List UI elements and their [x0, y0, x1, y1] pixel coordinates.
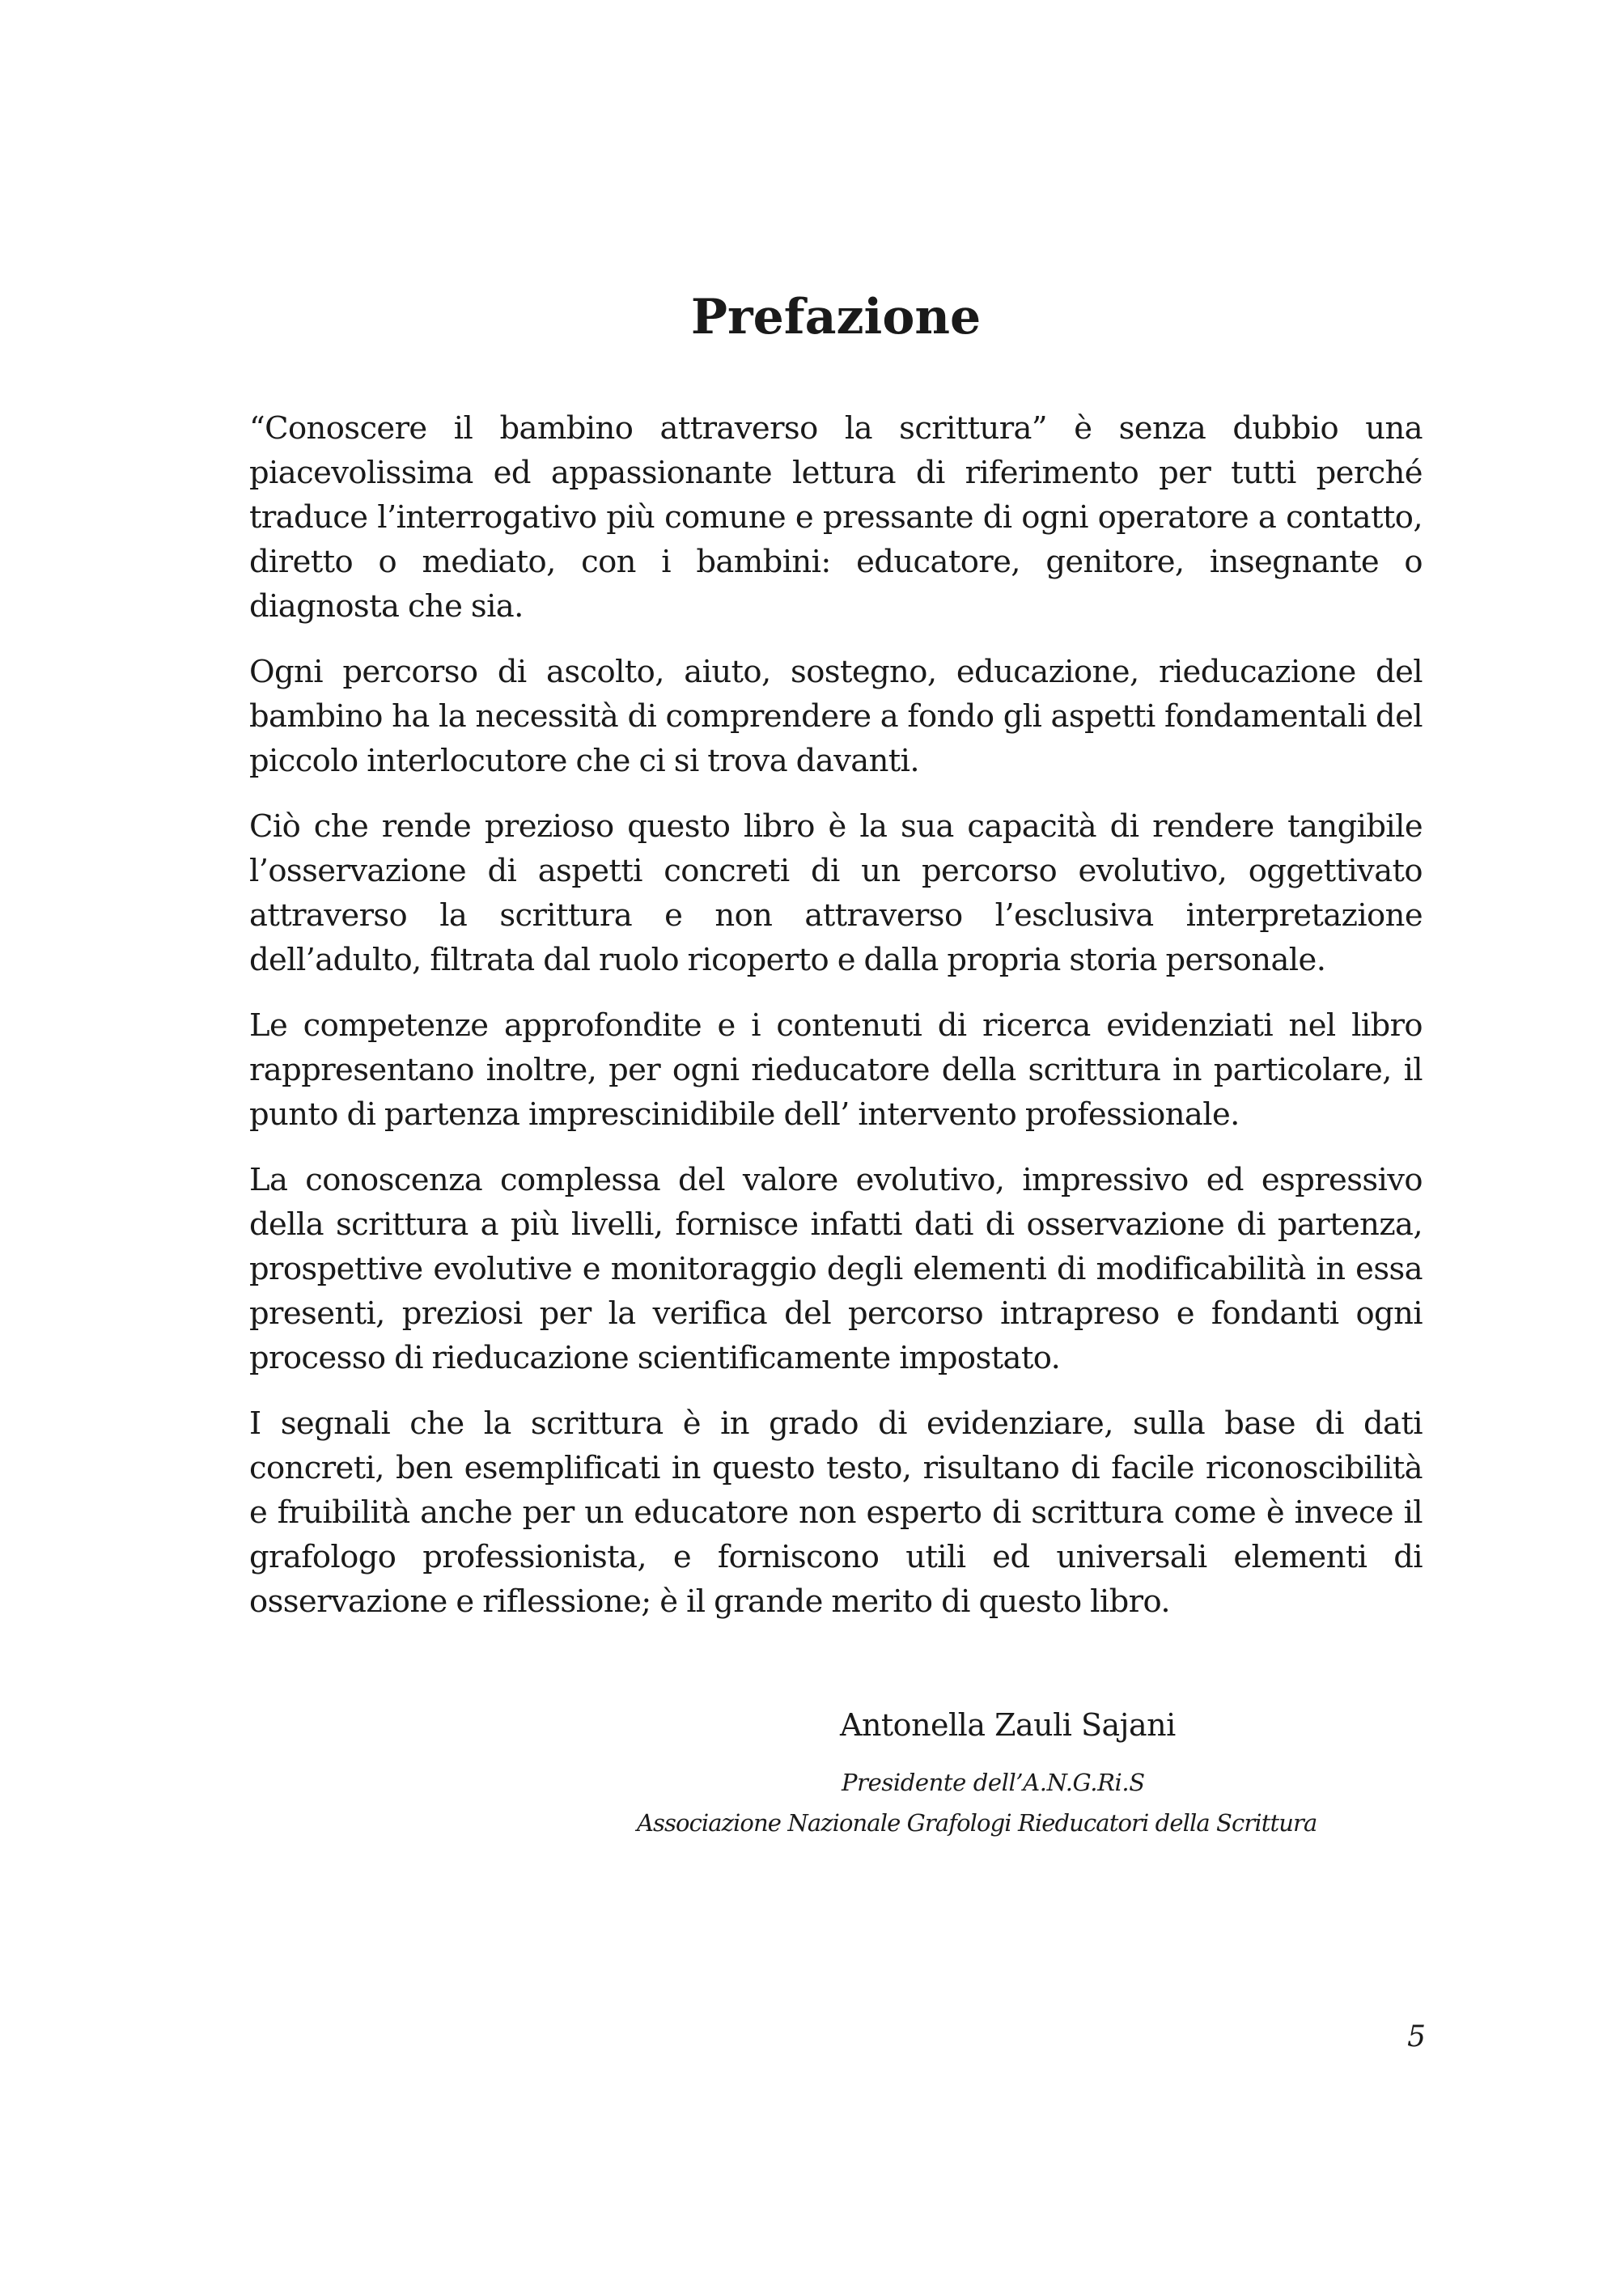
paragraph: La conoscenza complessa del valore evolutivo, impressivo ed espressivo della scrittura a più livelli, fornisce infatti dati di osservazione di partenza, prospettive evolutive e monitoraggio degli elementi di modificabilità in essa presenti, preziosi per la verifica del percorso intrapreso e fondanti ogni processo di rieducazione scientificamente impostato. [249, 1162, 1423, 1376]
author-organization: Associazione Nazionale Grafologi Rieducatori della Scrittura [637, 1809, 1317, 1837]
paragraph: I segnali che la scrittura è in grado di evidenziare, sulla base di dati concreti, ben esemplificati in questo testo, risultano di facile riconoscibilità e fruibilità anche per un educatore non esperto di scrittura come è invece il grafologo professionista, e forniscono utili ed universali elementi di osservazione e riflessione; è il grande merito di questo libro. [249, 1405, 1423, 1620]
paragraph: Ciò che rende prezioso questo libro è la sua capacità di rendere tangibile l’osservazione di aspetti concreti di un percorso evolutivo, oggettivato attraverso la scrittura e non attraverso l’esclusiva interpretazione dell’adulto, filtrata dal ruolo ricoperto e dalla propria storia personale. [249, 808, 1423, 978]
paragraph: “Conoscere il bambino attraverso la scrittura” è senza dubbio una piacevolissima ed appassionante lettura di riferimento per tutti perché traduce l’interrogativo più comune e pressante di ogni operatore a contatto, diretto o mediato, con i bambini: educatore, genitore, insegnante o diagnosta che sia. [249, 410, 1423, 625]
page-number: 5 [1407, 2020, 1426, 2054]
paragraph: Le competenze approfondite e i contenuti di ricerca evidenziati nel libro rappresentano inoltre, per ogni rieducatore della scrittura in particolare, il punto di partenza imprescinidibile dell’ intervento professionale. [249, 1007, 1423, 1133]
author-role: Presidente dell’A.N.G.Ri.S [842, 1769, 1145, 1796]
page-title: Prefazione [690, 289, 982, 345]
paragraph: Ogni percorso di ascolto, aiuto, sostegno, educazione, rieducazione del bambino ha la necessità di comprendere a fondo gli aspetti fondamentali del piccolo interlocutore che ci si trova davanti. [249, 654, 1423, 779]
preface-body [249, 406, 1423, 1645]
author-name: Antonella Zauli Sajani [840, 1707, 1176, 1743]
